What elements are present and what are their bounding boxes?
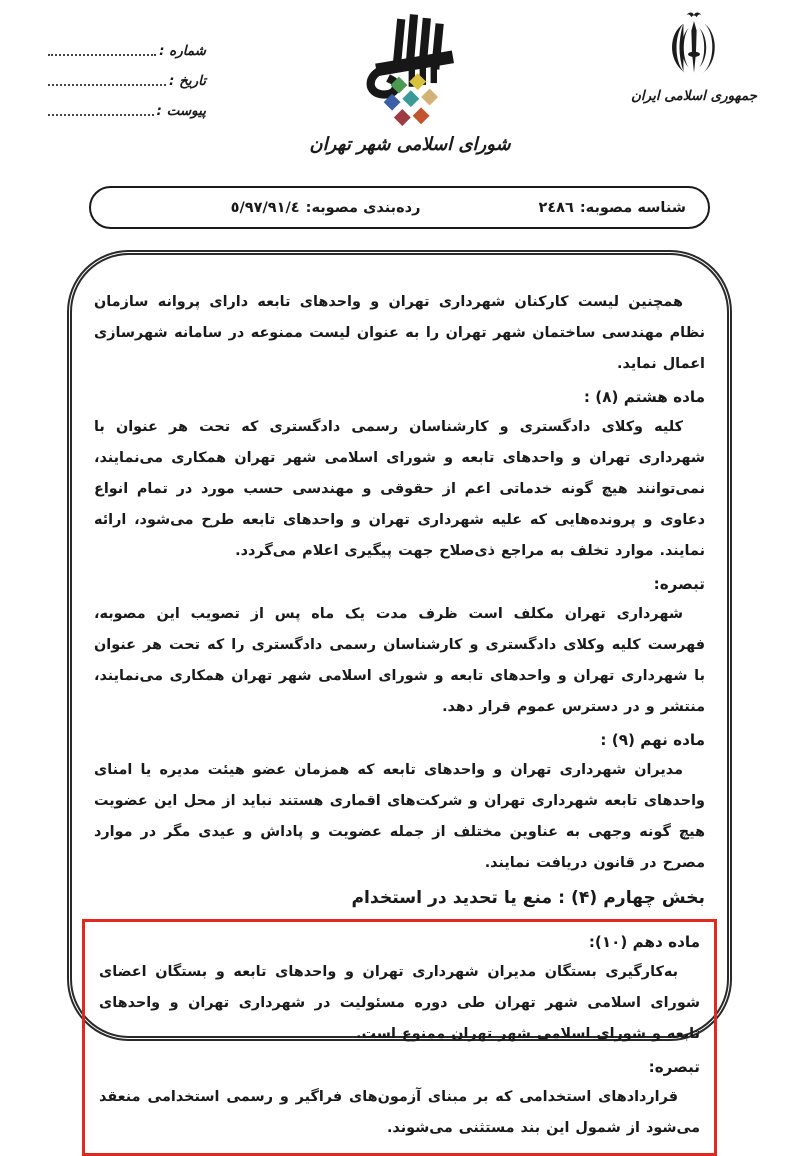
resolution-header-bar — [89, 186, 710, 229]
number-dotted-line — [48, 54, 156, 56]
article10-paragraph: به‌کارگیری بستگان مدیران شهرداری تهران و واحدهای تابعه و بستگان اعضای شورای اسلامی شهر تهران طی دوره مسئولیت در شهرداری تهران و واحدهای تابعه و شورای اسلامی شهر تهران ممنوع است. — [99, 964, 700, 1042]
letterhead — [0, 0, 798, 178]
note1-heading: تبصره: — [653, 575, 705, 593]
form-row-attachment — [48, 90, 206, 120]
note2-heading: تبصره: — [648, 1058, 700, 1076]
date-label: تاریخ : — [169, 73, 206, 89]
council-logo — [300, 14, 520, 155]
intro-paragraph: همچنین لیست کارکنان شهرداری تهران و واحدهای تابعه دارای پروانه سازمان نظام مهندسی ساختمان شهر تهران را به عنوان لیست ممنوعه در سامانه شهرسازی اعمال نماید. — [94, 294, 705, 372]
form-row-date — [48, 60, 206, 90]
resolution-id-label: شناسه مصوبه: — [579, 199, 686, 216]
council-logo-diamonds-icon — [367, 74, 453, 132]
date-dotted-line — [48, 84, 166, 86]
form-row-number — [48, 30, 206, 60]
attachment-label: پیوست : — [156, 103, 206, 119]
resolution-classification-label: رده‌بندی مصوبه: — [305, 199, 421, 216]
attachment-dotted-line — [48, 114, 154, 116]
iran-emblem-icon — [661, 12, 727, 82]
section4-heading: بخش چهارم (۴) : منع یا تحدید در استخدام — [351, 888, 705, 908]
note1-paragraph: شهرداری تهران مکلف است ظرف مدت یک ماه پس از تصویب این مصوبه، فهرست کلیه وکلای دادگستری و کارشناسان رسمی دادگستری را که تحت هر عنوان با شهرداری تهران و واحدهای تابعه و شورای اسلامی شهر تهران همکاری می‌نمایند، منتشر و در دسترس عموم قرار دهد. — [94, 606, 705, 715]
article9-heading: ماده نهم (٩) : — [600, 731, 705, 749]
article8-paragraph: کلیه وکلای دادگستری و کارشناسان رسمی دادگستری که تحت هر عنوان با شهرداری تهران و واحدهای تابعه و شورای اسلامی شهر تهران همکاری می‌نمایند، نمی‌توانند هیچ گونه خدماتی اعم از حقوقی و مهندسی حسب مورد در تمام انواع دعاوی و پرونده‌هایی که علیه شهرداری تهران و واحدهای تابعه طرح می‌شود، ارائه نمایند. موارد تخلف به مراجع ذی‌صلاح جهت پیگیری اعلام می‌گردد. — [94, 419, 705, 559]
form-fields-block — [48, 30, 206, 120]
number-label: شماره : — [159, 43, 206, 59]
article10-highlight-box — [82, 919, 717, 1156]
article8-heading: ماده هشتم (٨) : — [583, 388, 705, 406]
resolution-id-group — [538, 200, 686, 216]
council-logo-wordmark: شورای اسلامی شهر تهران — [309, 134, 511, 155]
article10-heading: ماده دهم (۱۰): — [588, 933, 700, 951]
document-body-box — [67, 250, 732, 1136]
note2-paragraph: قراردادهای استخدامی که بر مبنای آزمون‌های فراگیر و رسمی استخدامی منعقد می‌شود از شمول این بند مستثنی می‌شوند. — [99, 1089, 700, 1136]
article9-paragraph: مدیران شهرداری تهران و واحدهای تابعه که همزمان عضو هیئت مدیره یا امنای واحدهای تابعه شهرداری تهران و شرکت‌های اقماری هستند نباید از محل این عضویت هیچ گونه وجهی به عناوین مختلف از جمله عضویت و پاداش و عیدی مگر در موارد مصرح در قانون دریافت نمایند. — [94, 762, 705, 871]
national-emblem-block — [614, 12, 774, 104]
resolution-classification-value: ٥/٩٧/٩١/٤ — [230, 199, 300, 216]
national-emblem-caption: جمهوری اسلامی ایران — [630, 88, 758, 104]
resolution-classification-group — [231, 200, 421, 216]
resolution-id-value: ٢٤٨٦ — [538, 199, 574, 216]
